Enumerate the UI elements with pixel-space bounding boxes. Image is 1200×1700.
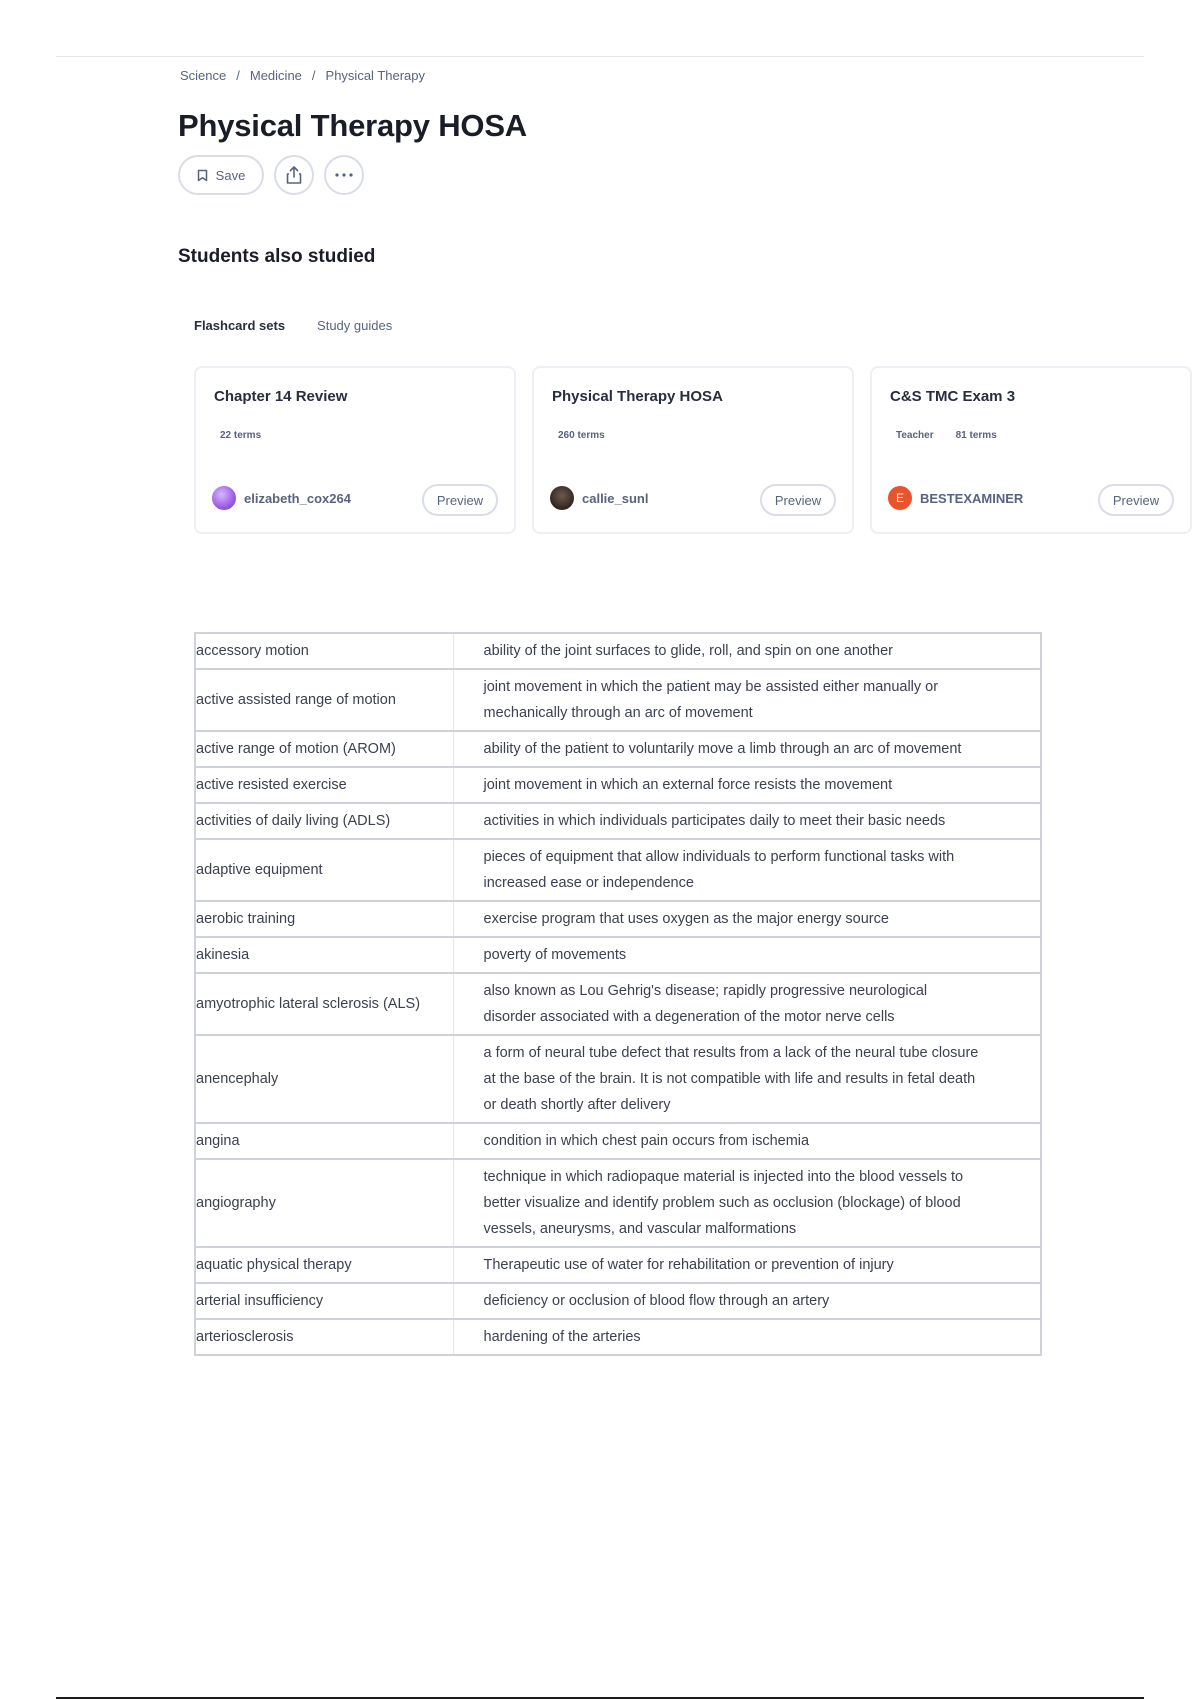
term-cell: arteriosclerosis xyxy=(195,1319,453,1355)
tab-study-guides[interactable]: Study guides xyxy=(317,318,393,333)
term-cell: aerobic training xyxy=(195,901,453,937)
term-cell: amyotrophic lateral sclerosis (ALS) xyxy=(195,973,453,1035)
action-row xyxy=(178,155,364,195)
related-sets-carousel xyxy=(194,366,1160,536)
preview-button[interactable]: Preview xyxy=(1098,484,1174,516)
definition-cell: technique in which radiopaque material is injected into the blood vessels to better visualize and identify problem such as occlusion (blockage) of blood vessels, aneurysms, and vascular malformations xyxy=(453,1159,1041,1247)
definition-cell: Therapeutic use of water for rehabilitation or prevention of injury xyxy=(453,1247,1041,1283)
breadcrumb-separator: / xyxy=(236,68,240,83)
avatar: E xyxy=(888,486,912,510)
more-options-button[interactable] xyxy=(324,155,364,195)
share-button[interactable] xyxy=(274,155,314,195)
table-row xyxy=(195,669,1041,731)
card-author[interactable] xyxy=(888,486,1023,510)
study-tabs xyxy=(194,318,392,333)
definition-cell: joint movement in which the patient may be assisted either manually or mechanically through an arc of movement xyxy=(453,669,1041,731)
study-set-card[interactable] xyxy=(532,366,854,534)
author-name: elizabeth_cox264 xyxy=(244,490,351,506)
term-cell: arterial insufficiency xyxy=(195,1283,453,1319)
term-count: 81 terms xyxy=(955,430,997,441)
definition-cell: ability of the joint surfaces to glide, roll, and spin on one another xyxy=(453,633,1041,669)
card-meta xyxy=(896,430,997,441)
save-button-label: Save xyxy=(215,167,246,183)
top-divider xyxy=(56,56,1144,57)
term-count: 22 terms xyxy=(220,430,262,441)
term-cell: angiography xyxy=(195,1159,453,1247)
more-icon xyxy=(335,173,353,177)
card-meta xyxy=(220,430,261,441)
terms-table-body xyxy=(195,633,1041,1355)
table-row xyxy=(195,1283,1041,1319)
study-set-card[interactable] xyxy=(194,366,516,534)
author-name: callie_sunl xyxy=(582,490,649,506)
definition-cell: joint movement in which an external force resists the movement xyxy=(453,767,1041,803)
definition-cell: poverty of movements xyxy=(453,937,1041,973)
definition-cell: pieces of equipment that allow individuals to perform functional tasks with increased ease or independence xyxy=(453,839,1041,901)
preview-button[interactable]: Preview xyxy=(760,484,836,516)
study-set-card[interactable] xyxy=(870,366,1192,534)
share-icon xyxy=(285,165,303,185)
definition-cell: activities in which individuals participates daily to meet their basic needs xyxy=(453,803,1041,839)
table-row xyxy=(195,1319,1041,1355)
card-author[interactable] xyxy=(212,486,351,510)
breadcrumb-separator: / xyxy=(311,68,316,83)
table-row xyxy=(195,973,1041,1035)
bookmark-icon xyxy=(197,169,208,182)
table-row xyxy=(195,1123,1041,1159)
term-cell: anencephaly xyxy=(195,1035,453,1123)
bottom-divider xyxy=(56,1697,1144,1699)
definition-cell: condition in which chest pain occurs from ischemia xyxy=(453,1123,1041,1159)
term-cell: active assisted range of motion xyxy=(195,669,453,731)
definition-cell: hardening of the arteries xyxy=(453,1319,1041,1355)
definition-cell: deficiency or occlusion of blood flow through an artery xyxy=(453,1283,1041,1319)
card-title: C&S TMC Exam 3 xyxy=(890,388,1016,405)
term-count: 260 terms xyxy=(558,430,605,441)
table-row xyxy=(195,1159,1041,1247)
table-row xyxy=(195,1247,1041,1283)
avatar xyxy=(550,486,574,510)
table-row xyxy=(195,1035,1041,1123)
author-name: BESTEXAMINER xyxy=(920,490,1024,506)
term-cell: active resisted exercise xyxy=(195,767,453,803)
table-row xyxy=(195,839,1041,901)
card-title: Chapter 14 Review xyxy=(214,388,348,405)
table-row xyxy=(195,633,1041,669)
save-button[interactable] xyxy=(178,155,264,195)
definition-cell: a form of neural tube defect that results from a lack of the neural tube closure at the base of the brain. It is not compatible with life and results in fetal death or death shortly after delivery xyxy=(453,1035,1041,1123)
card-title: Physical Therapy HOSA xyxy=(552,388,723,405)
page-title: Physical Therapy HOSA xyxy=(178,108,527,143)
term-cell: active range of motion (AROM) xyxy=(195,731,453,767)
table-row xyxy=(195,803,1041,839)
breadcrumb-item-physical-therapy[interactable]: Physical Therapy xyxy=(325,68,426,83)
term-cell: akinesia xyxy=(195,937,453,973)
terms-table xyxy=(194,632,1042,1356)
table-row xyxy=(195,901,1041,937)
term-cell: activities of daily living (ADLS) xyxy=(195,803,453,839)
students-also-studied-heading: Students also studied xyxy=(178,246,376,267)
term-cell: adaptive equipment xyxy=(195,839,453,901)
definition-cell: also known as Lou Gehrig's disease; rapidly progressive neurological disorder associated with a degeneration of the motor nerve cells xyxy=(453,973,1041,1035)
avatar xyxy=(212,486,236,510)
table-row xyxy=(195,767,1041,803)
table-row xyxy=(195,937,1041,973)
tab-flashcard-sets[interactable]: Flashcard sets xyxy=(194,318,286,333)
teacher-badge: Teacher xyxy=(896,430,934,441)
card-meta xyxy=(558,430,605,441)
definition-cell: ability of the patient to voluntarily move a limb through an arc of movement xyxy=(453,731,1041,767)
breadcrumb xyxy=(180,68,425,83)
term-cell: aquatic physical therapy xyxy=(195,1247,453,1283)
preview-button[interactable]: Preview xyxy=(422,484,498,516)
breadcrumb-item-medicine[interactable]: Medicine xyxy=(249,68,302,83)
breadcrumb-item-science[interactable]: Science xyxy=(180,68,227,83)
table-row xyxy=(195,731,1041,767)
term-cell: angina xyxy=(195,1123,453,1159)
card-author[interactable] xyxy=(550,486,648,510)
definition-cell: exercise program that uses oxygen as the major energy source xyxy=(453,901,1041,937)
term-cell: accessory motion xyxy=(195,633,453,669)
